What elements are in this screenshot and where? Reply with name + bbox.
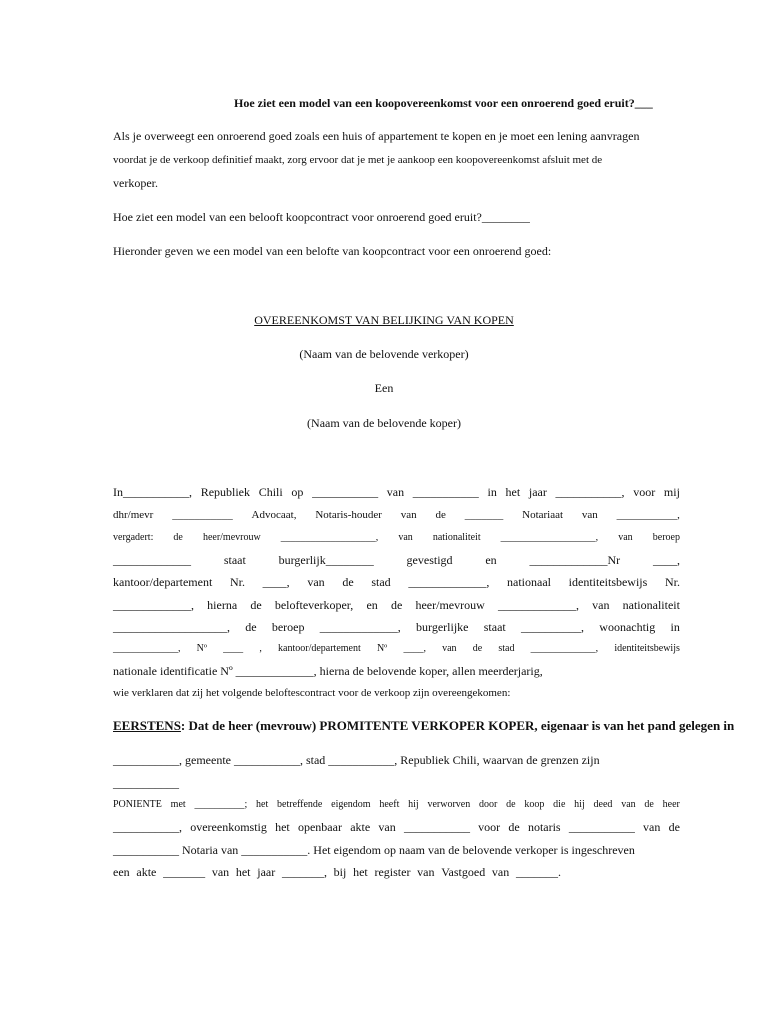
een-text: Een	[374, 381, 394, 395]
seller-placeholder: (Naam van de belovende verkoper)	[299, 347, 469, 361]
word: overeenkomstig	[190, 820, 267, 834]
word: In___________,	[113, 485, 192, 499]
word: stad	[371, 575, 391, 589]
word: van	[491, 865, 510, 879]
word: kantoor/departement	[113, 575, 213, 589]
intro-line-1: Als je overweegt een onroerend goed zoals een huis of appartement te kopen en je moet een lening aanvragen	[113, 129, 640, 143]
word: de	[668, 820, 680, 834]
word: burgerlijke	[416, 620, 469, 634]
word: Advocaat,	[251, 509, 297, 521]
word: ___________________,	[280, 532, 379, 543]
word: _______,	[281, 865, 327, 879]
word: van	[618, 532, 633, 543]
word: __________,	[521, 620, 585, 634]
word: hij	[408, 799, 419, 810]
word: _____________	[113, 553, 191, 567]
word: van	[592, 598, 610, 612]
word: het	[353, 865, 368, 879]
body-line-5	[113, 574, 680, 590]
word: ___________,	[616, 509, 680, 521]
word: het	[235, 865, 251, 879]
body-line-7	[113, 619, 680, 635]
word: akte	[136, 865, 157, 879]
word: verworven	[427, 799, 471, 810]
word: _______.	[515, 865, 561, 879]
word: jaar	[257, 865, 276, 879]
word: stad	[498, 643, 515, 654]
document-title: Hoe ziet een model van een koopovereenkomst voor een onroerend goed eruit?___	[234, 96, 653, 110]
word: belofteverkoper,	[274, 598, 354, 612]
word: nationaliteit	[622, 598, 680, 612]
word: ___________	[172, 509, 233, 521]
word: de	[342, 575, 354, 589]
word: de	[390, 598, 403, 612]
word: ___________	[568, 820, 635, 834]
word: het	[275, 820, 290, 834]
word: de	[435, 509, 446, 521]
word: gevestigd	[406, 553, 453, 567]
word: van	[386, 485, 405, 499]
word: _____________Nr	[529, 553, 621, 567]
word: register	[374, 865, 411, 879]
word: staat	[223, 553, 246, 567]
word: _______	[464, 509, 504, 521]
word: ____	[223, 643, 244, 654]
word: heer/mevrouw	[202, 532, 261, 543]
word: _____________,	[530, 643, 599, 654]
word: Notaris-houder	[315, 509, 382, 521]
word: nationaal	[507, 575, 551, 589]
word: betreffende	[277, 799, 323, 810]
eerstens-label: EERSTENS	[113, 718, 181, 733]
word: _______	[163, 865, 206, 879]
word: van	[400, 509, 417, 521]
word: in	[487, 485, 497, 499]
word: _____________,	[113, 598, 194, 612]
word: identiteitsbewijs	[568, 575, 648, 589]
body-line-9: nationale identificatie Nº _____________, hierna de belovende koper, allen meerderjarig,	[113, 664, 543, 678]
intro-line-3: verkoper.	[113, 176, 158, 190]
word: ____,	[652, 553, 680, 567]
contract-heading: OVEREENKOMST VAN BELIJKING VAN KOPEN	[254, 313, 514, 327]
word: heer	[662, 799, 680, 810]
word: staat	[483, 620, 506, 634]
word: en	[366, 598, 378, 612]
word: _____________,	[497, 598, 579, 612]
word: ____,	[403, 643, 426, 654]
word: _____________,	[113, 643, 181, 654]
word: Nº	[196, 643, 207, 654]
word: burgerlijk________	[278, 553, 374, 567]
body-line-2	[113, 507, 680, 523]
word: dhr/mevr	[113, 509, 154, 521]
word: _____________,	[319, 620, 401, 634]
word: ___________,	[113, 820, 182, 834]
word: met	[170, 799, 186, 810]
word: van	[442, 643, 457, 654]
word: en	[485, 553, 497, 567]
word: Vastgoed	[441, 865, 486, 879]
intro-line-2: voordat je de verkoop definitief maakt, zorg ervoor dat je met je aankoop een koopovereenkomst afsluit met de	[113, 154, 603, 166]
word: de	[173, 532, 183, 543]
word: _____________,	[408, 575, 490, 589]
word: beroep	[271, 620, 305, 634]
first-line-2: ___________, gemeente ___________, stad ___________, Republiek Chili, waarvan de grenzen zijn	[113, 753, 600, 767]
word: van	[621, 799, 636, 810]
word: ___________	[412, 485, 479, 499]
word: mij	[663, 485, 680, 499]
word: ___________	[312, 485, 379, 499]
word: van	[398, 532, 413, 543]
word: voor	[478, 820, 501, 834]
word: hierna	[207, 598, 238, 612]
word: deed	[593, 799, 613, 810]
word: bij	[333, 865, 347, 879]
word: identiteitsbewijs	[614, 643, 680, 654]
word: vergadert:	[113, 532, 154, 543]
word: Chili	[258, 485, 283, 499]
word: __________;	[194, 799, 248, 810]
first-line-4	[113, 797, 680, 813]
word: heer/mevrouw	[415, 598, 485, 612]
word: van	[378, 820, 396, 834]
word: ,	[259, 643, 262, 654]
word: van	[643, 820, 661, 834]
eerstens-line	[113, 718, 735, 734]
word: hij	[574, 799, 585, 810]
word: woonachtig	[599, 620, 656, 634]
word: die	[553, 799, 566, 810]
first-line-3: ___________	[113, 776, 179, 790]
word: ___________________,	[500, 532, 599, 543]
body-line-8	[113, 641, 680, 657]
first-line-6: ___________ Notaria van ___________. Het eigendom op naam van de belovende verkoper is ingeschreven	[113, 843, 635, 857]
word: van	[307, 575, 325, 589]
word: de	[250, 598, 262, 612]
question-heading: Hoe ziet een model van een belooft koopcontract voor onroerend goed eruit?________	[113, 210, 530, 224]
word: openbaar	[297, 820, 342, 834]
word: heeft	[379, 799, 400, 810]
word: Nr.	[664, 575, 680, 589]
word: PONIENTE	[113, 799, 162, 810]
word: notaris	[527, 820, 561, 834]
word: koop	[524, 799, 545, 810]
word: Republiek	[200, 485, 251, 499]
word: beroep	[652, 532, 680, 543]
word: van	[211, 865, 230, 879]
body-line-3	[113, 530, 680, 546]
word: kantoor/departement	[278, 643, 361, 654]
word: het	[505, 485, 521, 499]
word: van	[581, 509, 598, 521]
word: eigendom	[331, 799, 371, 810]
word: het	[256, 799, 269, 810]
body-line-1	[113, 484, 680, 500]
body-line-6	[113, 597, 680, 613]
word: Nº	[376, 643, 388, 654]
word: de	[245, 620, 257, 634]
intro-model-text: Hieronder geven we een model van een belofte van koopcontract voor een onroerend goed:	[113, 244, 552, 258]
word: ___________	[403, 820, 470, 834]
word: ___________,	[555, 485, 625, 499]
word: de	[644, 799, 654, 810]
word: een	[113, 865, 130, 879]
word: van	[417, 865, 435, 879]
word: in	[670, 620, 680, 634]
word: de	[508, 820, 520, 834]
word: de	[472, 643, 483, 654]
body-line-10: wie verklaren dat zij het volgende beloftescontract voor de verkoop zijn overeengekomen:	[113, 687, 511, 699]
word: akte	[350, 820, 371, 834]
word: door	[479, 799, 498, 810]
word: de	[506, 799, 516, 810]
word: Notariaat	[522, 509, 564, 521]
word: voor	[633, 485, 656, 499]
buyer-placeholder: (Naam van de belovende koper)	[307, 416, 461, 430]
word: jaar	[528, 485, 547, 499]
first-line-7	[113, 864, 561, 880]
word: nationaliteit	[432, 532, 481, 543]
first-line-5	[113, 819, 680, 835]
eerstens-text: : Dat de heer (mevrouw) PROMITENTE VERKOPER KOPER, eigenaar is van het pand gelegen in	[180, 718, 735, 733]
word: ____,	[262, 575, 290, 589]
word: op	[291, 485, 304, 499]
word: ___________________,	[113, 620, 230, 634]
body-line-4	[113, 552, 680, 568]
word: Nr.	[229, 575, 245, 589]
